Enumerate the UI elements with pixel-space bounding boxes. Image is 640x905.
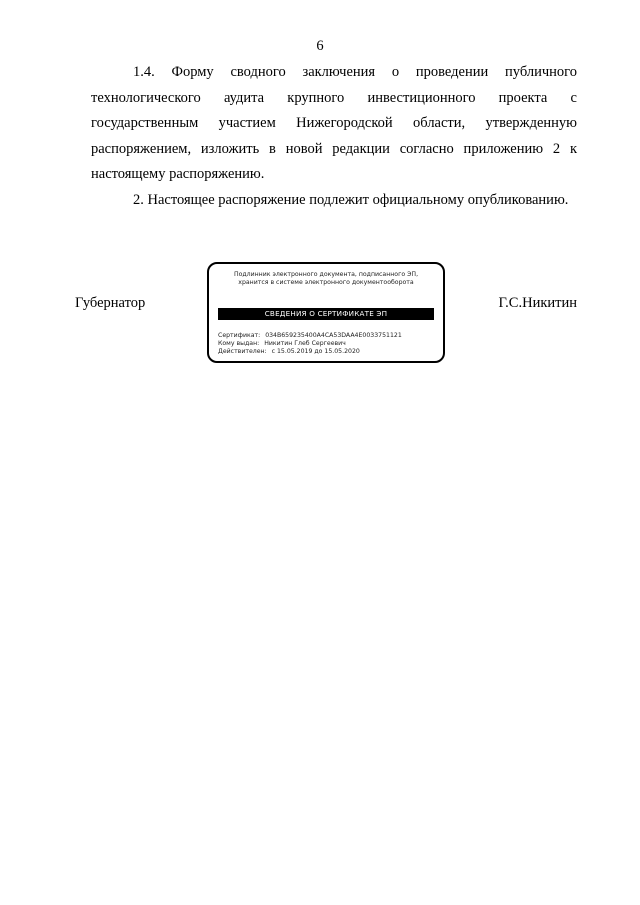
valid-value: с 15.05.2019 до 15.05.2020 — [271, 348, 360, 355]
certificate-label: Сертификат: — [218, 332, 261, 339]
stamp-certificate-row — [218, 332, 434, 340]
stamp-valid-row — [218, 348, 434, 356]
stamp-header-line-1: Подлинник электронного документа, подписанного ЭП, — [233, 271, 419, 278]
stamp-header-line-2: хранится в системе электронного документооборота — [238, 279, 414, 286]
stamp-issued-to-row — [218, 340, 434, 348]
page-number: 6 — [316, 38, 324, 54]
paragraph-2: 2. Настоящее распоряжение подлежит официальному опубликованию. — [133, 191, 569, 208]
electronic-signature-stamp — [207, 262, 445, 363]
valid-label: Действителен: — [218, 348, 267, 355]
stamp-details — [218, 332, 434, 356]
certificate-value: 034B659235400A4CA53DAA4E0033751121 — [265, 332, 402, 339]
document-body — [91, 60, 577, 213]
paragraph-1-4: 1.4. Форму сводного заключения о проведении публичного технологического аудита крупного инвестиционного проекта с государственным участием Нижегородской области, утвержденную распоряжением, изложить в новой редакции согласно приложению 2 к настоящему распоряжению. — [91, 64, 577, 182]
signature-block — [0, 262, 640, 368]
stamp-title: СВЕДЕНИЯ О СЕРТИФИКАТЕ ЭП — [218, 308, 434, 320]
issued-to-label: Кому выдан: — [218, 340, 260, 347]
signer-position: Губернатор — [75, 295, 146, 311]
stamp-header — [209, 271, 443, 287]
signer-name: Г.С.Никитин — [498, 295, 577, 311]
issued-to-value: Никитин Глеб Сергеевич — [264, 340, 346, 347]
